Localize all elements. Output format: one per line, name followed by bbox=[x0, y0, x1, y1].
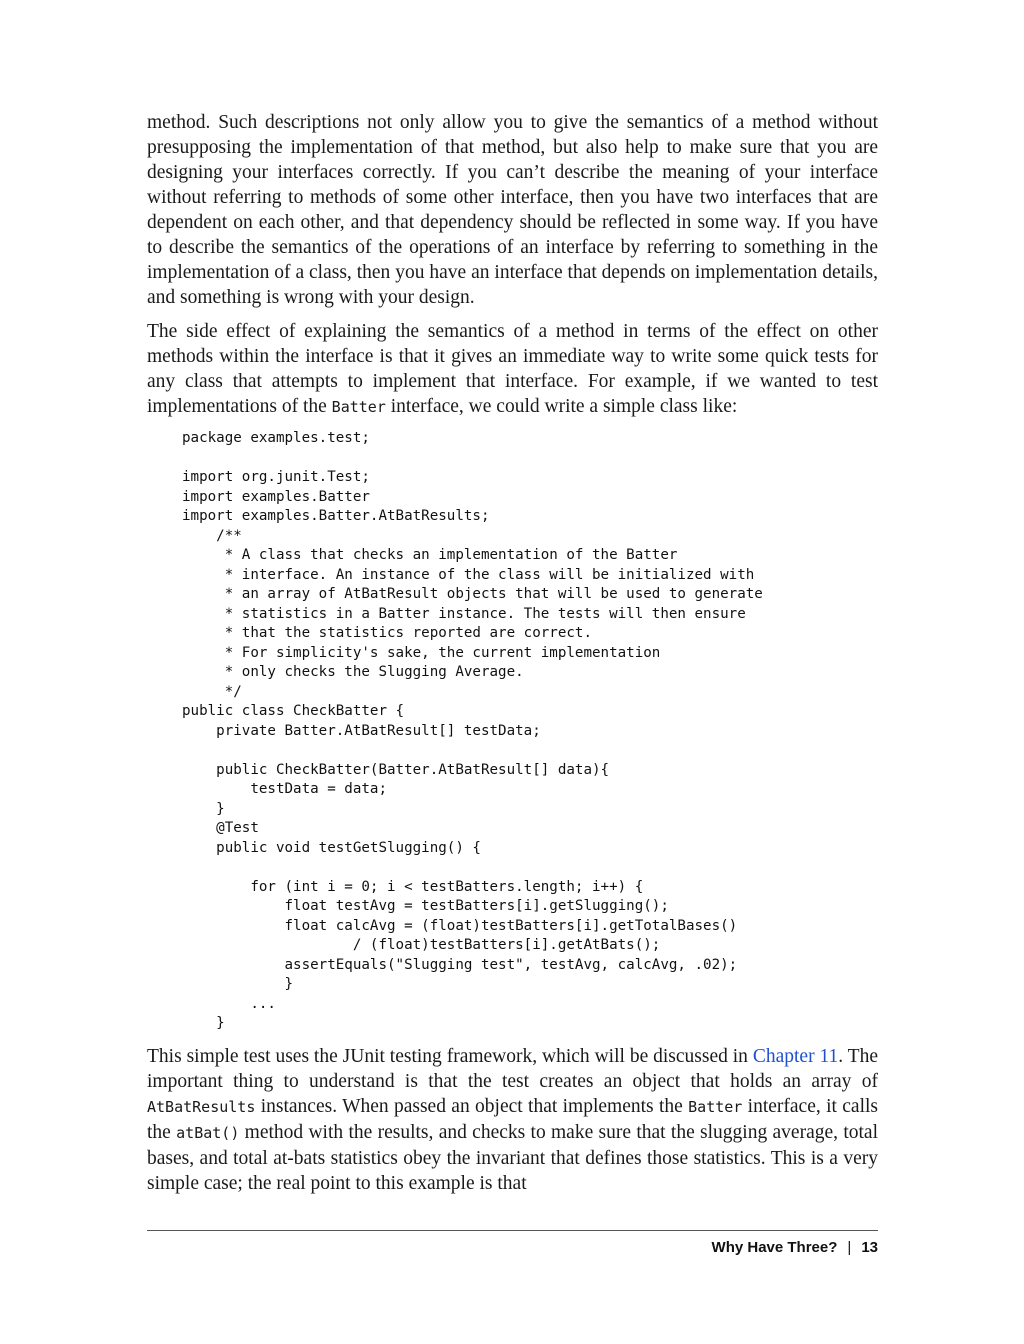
paragraph-quick-tests bbox=[147, 319, 878, 420]
paragraph-interface-semantics: method. Such descriptions not only allow you to give the semantics of a method without presupposing the implementation of that method, but also help to make sure that you are designing your interfaces correctly. If you can’t describe the meaning of your interface without referring to methods of some other interface, then you have two interfaces that are dependent on each other, and that dependency should be reflected in some way. If you have to describe the semantics of the operations of an interface by referring to something in the implementation of a class, then you have an interface that depends on implementation details, and something is wrong with your design. bbox=[147, 112, 878, 308]
paragraph-text: interface, we could write a simple class like: bbox=[385, 396, 738, 417]
inline-code-batter: Batter bbox=[331, 398, 386, 416]
inline-code-atbatresults: AtBatResults bbox=[147, 1097, 256, 1116]
page-footer bbox=[712, 1239, 878, 1256]
chapter-11-link[interactable]: Chapter 11 bbox=[752, 1045, 839, 1067]
paragraph-text: interface, it calls the bbox=[147, 1095, 879, 1143]
page-body bbox=[147, 110, 878, 1205]
inline-code-atbat: atBat() bbox=[176, 1123, 240, 1142]
footer-section-title: Why Have Three? bbox=[711, 1239, 838, 1256]
paragraph-text: The side effect of explaining the semantics of a method in terms of the effect on other methods within the interface is that it gives an immediate way to write some quick tests for any class that attempts to implement that interface. For example, if we wanted to test implementations of the bbox=[147, 321, 878, 417]
paragraph-text: instances. When passed an object that implements the bbox=[255, 1095, 689, 1117]
footer-separator: | bbox=[847, 1239, 852, 1256]
paragraph-text: . The important thing to understand is that the test creates an object that holds an array of bbox=[147, 1045, 878, 1092]
code-listing-checkbatter: package examples.test; import org.junit.Test; import examples.Batter import examples.Batter.AtBatResults; /** * A class that checks an implementation of the Batter * interface. An instance of the class will be initialized with * an array of AtBatResult objects that will be used to generate * statistics in a Batter instance. The tests will then ensure * that the statistics reported are correct. * For simplicity's sake, the current implementation * only checks the Slugging Average. */ public class CheckBatter { private Batter.AtBatResult[] testData; public CheckBatter(Batter.AtBatResult[] data){ testData = data; } @Test public void testGetSlugging() { for (int i = 0; i < testBatters.length; i++) { float testAvg = testBatters[i].getSlugging(); float calcAvg = (float)testBatters[i].getTotalBases() / (float)testBatters[i].getAtBats(); assertEquals("Slugging test", testAvg, calcAvg, .02); } ... } bbox=[182, 430, 763, 1031]
page-number: 13 bbox=[861, 1239, 878, 1256]
inline-code-batter: Batter bbox=[688, 1097, 743, 1116]
footer-divider bbox=[147, 1230, 878, 1231]
paragraph-text: This simple test uses the JUnit testing framework, which will be discussed in bbox=[147, 1045, 753, 1067]
paragraph-junit-explanation bbox=[147, 1044, 878, 1196]
paragraph-text: method with the results, and checks to make sure that the slugging average, total bases, and total at-bats statistics obey the invariant that defines those statistics. This is a very simple case; the real point to this example is that bbox=[147, 1121, 878, 1194]
